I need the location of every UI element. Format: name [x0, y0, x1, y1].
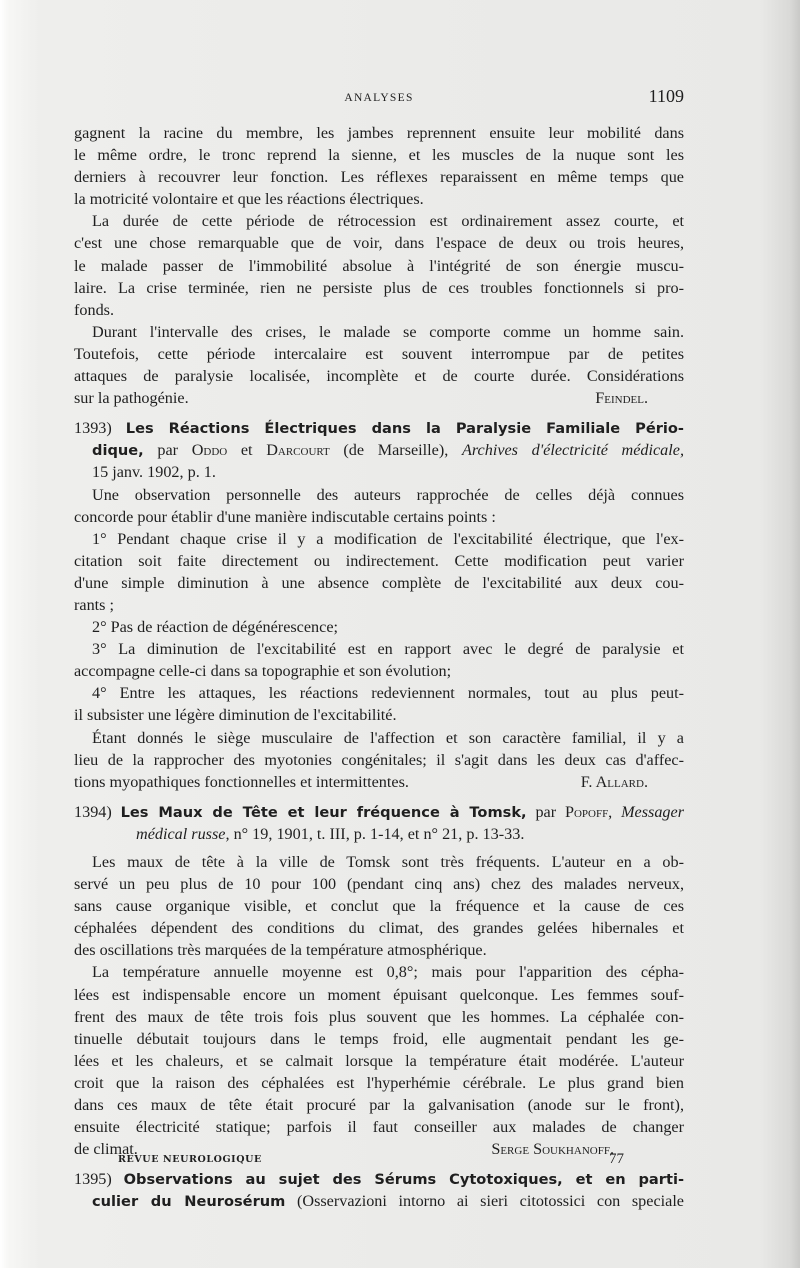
text-line: derniers à recouvrer leur fonction. Les réflexes reparaissent en même temps que: [74, 168, 684, 187]
abstract-title: Observations au sujet des Sérums Cytotoxiques, et en parti-: [123, 1171, 684, 1189]
ref-text: par: [157, 441, 179, 460]
text-fragment: sur la pathogénie.: [74, 389, 189, 408]
text-line: servé un peu plus de 10 pour 100 (pendant cinq ans) chez des malades nerveux,: [74, 875, 684, 894]
text-line: il subsister une légère diminution de l'excitabilité.: [74, 706, 397, 725]
header-title: ANALYSES: [344, 92, 414, 104]
ref-text: et: [240, 441, 253, 460]
text-line: 2° Pas de réaction de dégénérescence;: [92, 618, 339, 637]
signature: F. Allard.: [580, 772, 648, 791]
text-line: d'une simple diminution à une absence complète de l'excitabilité aux deux cou-: [74, 573, 684, 592]
author-name: Darcourt: [266, 441, 330, 460]
text-line: lées et les chaleurs, et se calmait lorsque la température était modérée. L'auteur: [74, 1051, 684, 1070]
text-line: le malade passer de l'immobilité absolue à l'intégrité de son énergie muscu-: [74, 256, 684, 275]
ref-text: (Osservazioni intorno ai sieri citotossici con speciale: [296, 1192, 684, 1211]
text-line: ensuite électricité statique; parfois il faut conseiller aux malades de changer: [74, 1118, 684, 1137]
text-line: 1° Pendant chaque crise il y a modification de l'excitabilité électrique, que l'ex-: [92, 529, 684, 548]
text-line: la motricité volontaire et que les réactions électriques.: [74, 190, 424, 209]
text-line: La température annuelle moyenne est 0,8°; mais pour l'apparition des cépha-: [92, 963, 684, 982]
text-line: dans ces maux de tête était procuré par la galvanisation (anode sur le front),: [74, 1096, 684, 1115]
text-line: fonds.: [74, 300, 115, 319]
text-line: Durant l'intervalle des crises, le malade se comporte comme un homme sain.: [92, 322, 684, 341]
text-line: le même ordre, le tronc reprend la sienne, et les muscles de la nuque sont les: [74, 146, 684, 165]
text-line: Toutefois, cette période intercalaire est souvent interrompue par de petites: [74, 344, 684, 363]
text-line: [74, 771, 684, 793]
abstract-heading: [74, 801, 684, 823]
abstract-number: 1394): [74, 802, 112, 821]
ref-text: (de Marseille),: [343, 441, 449, 460]
abstract-reference: [74, 439, 684, 461]
signature: Serge Soukhanoff.: [491, 1140, 614, 1159]
running-header: [74, 86, 684, 112]
abstract-1394: [74, 801, 684, 1161]
text-line: Une observation personnelle des auteurs rapprochée de celles déjà connues: [92, 485, 684, 504]
abstract-reference: 15 janv. 1902, p. 1.: [92, 463, 216, 482]
text-line: 4° Entre les attaques, les réactions redeviennent normales, tout au plus peut-: [92, 684, 684, 703]
abstract-reference: [74, 1190, 684, 1212]
abstract-number: 1395): [74, 1170, 112, 1189]
footer-sheet-number: 77: [609, 1151, 624, 1167]
text-line: attaques de paralysie localisée, incomplète et de courte durée. Considérations: [74, 367, 684, 386]
intro-paragraph-3: [74, 321, 684, 409]
abstract-title-end: culier du Neurosérum: [92, 1193, 286, 1211]
text-line: 3° La diminution de l'excitabilité est en rapport avec le degré de paralysie et: [92, 640, 684, 659]
ref-text: par: [535, 802, 557, 821]
intro-paragraph-1: [74, 122, 684, 210]
abstract-title: Les Maux de Tête et leur fréquence à Tomsk,: [120, 803, 527, 821]
text-line: concorde pour établir d'une manière indiscutable certains points :: [74, 507, 496, 526]
abstract-heading: [74, 1168, 684, 1190]
text-line: lieu de la rapprocher des myotonies congénitales; il s'agit dans les deux cas d'affec-: [74, 750, 684, 769]
text-fragment: de climat.: [74, 1140, 138, 1159]
abstract-title: Les Réactions Électriques dans la Paralysie Familiale Pério-: [125, 420, 684, 438]
text-line: tinuelle débutait toujours dans le temps froid, elle augmentait pendant les ge-: [74, 1029, 684, 1048]
text-line: [74, 387, 684, 409]
abstract-reference: [74, 823, 684, 845]
text-line: sans cause organique visible, et conclut que la fréquence et la cause de ces: [74, 897, 684, 916]
journal-name: médical russe,: [136, 824, 230, 843]
text-line: Les maux de tête à la ville de Tomsk sont très fréquents. L'auteur en a ob-: [92, 853, 684, 871]
abstract-1395: [74, 1168, 684, 1212]
text-line: rants ;: [74, 595, 115, 614]
abstract-number: 1393): [74, 419, 112, 438]
text-line: laire. La crise terminée, rien ne persiste plus de ces troubles fonctionnels si pro-: [74, 278, 684, 297]
text-line: La durée de cette période de rétrocession est ordinairement assez courte, et: [92, 212, 684, 231]
text-line: c'est une chose remarquable que de voir, dans l'espace de deux ou trois heures,: [74, 234, 684, 253]
text-line: gagnent la racine du membre, les jambes reprennent ensuite leur mobilité dans: [74, 124, 684, 142]
footer-journal: REVUE NEUROLOGIQUE: [118, 1154, 262, 1165]
author-name: Popoff,: [564, 802, 613, 821]
page-footer: [118, 1151, 624, 1169]
text-line: céphalées dépendent des conditions du climat, des grandes gelées hibernales et: [74, 919, 684, 938]
abstract-heading: [74, 417, 684, 439]
author-name: Oddo: [191, 441, 228, 460]
text-line: Étant donnés le siège musculaire de l'affection et son caractère familial, il y a: [92, 728, 684, 747]
text-line: lées est indispensable encore un moment épuisant quelconque. Les femmes souf-: [74, 985, 684, 1004]
abstract-1393: [74, 417, 684, 793]
text-line: citation soit faite directement ou indirectement. Cette modification peut varier: [74, 551, 684, 570]
text-line: accompagne celle-ci dans sa topographie et son évolution;: [74, 662, 452, 681]
abstract-title-end: dique,: [92, 442, 144, 460]
page-number: 1109: [648, 86, 684, 106]
text-fragment: tions myopathiques fonctionnelles et intermittentes.: [74, 772, 409, 791]
signature: Feindel.: [595, 389, 648, 408]
article-body: [74, 122, 684, 1213]
journal-name: Messager: [621, 802, 684, 821]
text-line: frent des maux de tête trois fois plus souvent que les hommes. La céphalée con-: [74, 1007, 684, 1026]
text-line: des oscillations très marquées de la température atmosphérique.: [74, 941, 487, 960]
journal-name: Archives d'électricité médicale,: [461, 441, 684, 460]
text-line: croit que la raison des céphalées est l'hyperhémie cérébrale. Le plus grand bien: [74, 1073, 684, 1092]
intro-paragraph-2: [74, 210, 684, 320]
ref-text: n° 19, 1901, t. III, p. 1-14, et n° 21, p. 13-33.: [233, 824, 525, 843]
